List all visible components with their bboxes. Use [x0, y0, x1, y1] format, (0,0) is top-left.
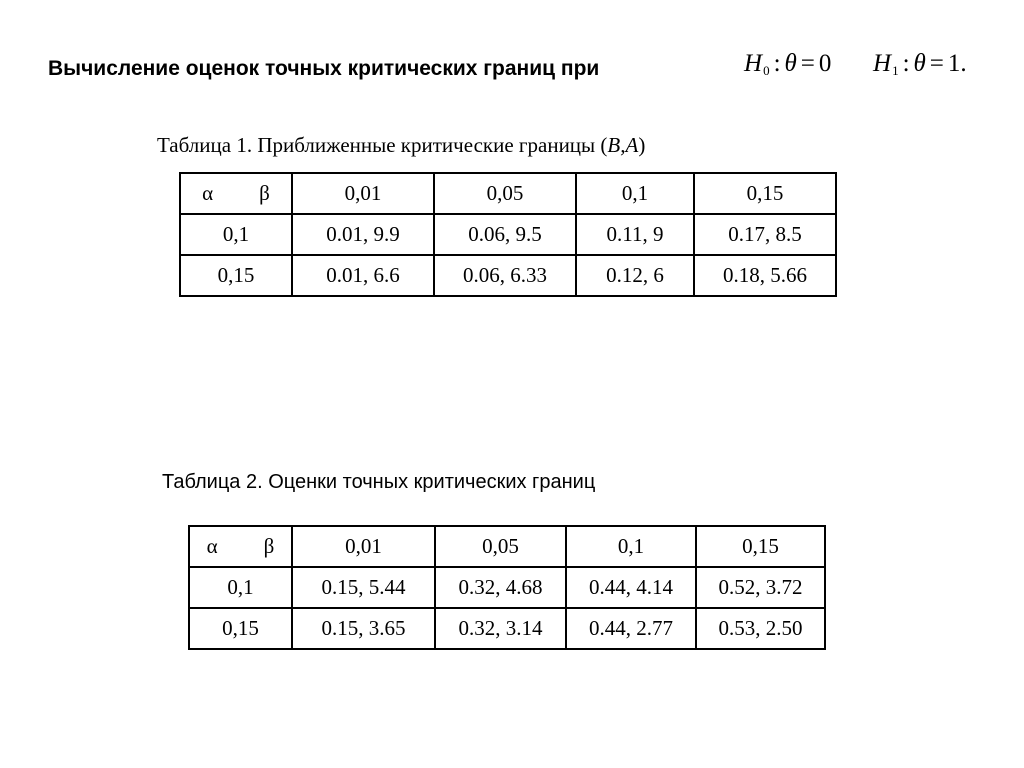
row-label: 0,15	[189, 608, 292, 649]
h1-equals: =	[929, 50, 944, 77]
h0-symbol: H	[744, 50, 763, 77]
beta-label: β	[263, 534, 275, 558]
table-cell: 0.12, 6	[576, 255, 694, 296]
h1-theta: θ	[913, 50, 926, 77]
table-cell: 0.15, 5.44	[292, 567, 435, 608]
table-row	[189, 608, 825, 649]
table-header-row	[180, 173, 836, 214]
page-title: Вычисление оценок точных критических границ при	[48, 57, 600, 80]
table-cell: 0.44, 2.77	[566, 608, 696, 649]
h1-index: 1	[892, 63, 899, 78]
table-cell: 0.52, 3.72	[696, 567, 825, 608]
table-cell: 0.15, 3.65	[292, 608, 435, 649]
h0-index: 0	[763, 63, 770, 78]
table-row	[180, 214, 836, 255]
hypothesis-h0-formula	[744, 50, 831, 79]
h1-symbol: H	[873, 50, 892, 77]
table2-caption: Таблица 2. Оценки точных критических границ	[162, 471, 596, 493]
table-cell: 0.17, 8.5	[694, 214, 836, 255]
table-cell: 0.06, 9.5	[434, 214, 576, 255]
table1	[179, 172, 837, 297]
table1-caption-vars: B,A	[607, 133, 639, 157]
column-header: 0,1	[576, 173, 694, 214]
column-header: 0,05	[435, 526, 566, 567]
table-row	[189, 567, 825, 608]
table-cell: 0.11, 9	[576, 214, 694, 255]
table-cell: 0.53, 2.50	[696, 608, 825, 649]
h1-colon: :	[902, 50, 910, 77]
h0-value: 0	[818, 50, 832, 77]
table-header-row	[189, 526, 825, 567]
table-cell: 0.01, 9.9	[292, 214, 434, 255]
row-label: 0,15	[180, 255, 292, 296]
column-header: 0,01	[292, 526, 435, 567]
table-cell: 0.32, 4.68	[435, 567, 566, 608]
column-header: 0,05	[434, 173, 576, 214]
h0-theta: θ	[784, 50, 797, 77]
table1-caption	[157, 133, 645, 158]
h1-value: 1.	[947, 50, 967, 77]
table1-caption-prefix: Таблица 1. Приближенные критические границы (	[157, 133, 608, 157]
hypothesis-h1-formula	[873, 50, 967, 79]
h0-equals: =	[800, 50, 815, 77]
alpha-label: α	[206, 534, 218, 558]
column-header: 0,01	[292, 173, 434, 214]
alpha-label: α	[202, 181, 214, 205]
column-header: 0,15	[694, 173, 836, 214]
table-row	[180, 255, 836, 296]
row-label: 0,1	[180, 214, 292, 255]
h0-colon: :	[773, 50, 781, 77]
alpha-beta-header	[189, 526, 292, 567]
column-header: 0,1	[566, 526, 696, 567]
table-cell: 0.18, 5.66	[694, 255, 836, 296]
table1-caption-suffix: )	[638, 133, 646, 157]
table-cell: 0.32, 3.14	[435, 608, 566, 649]
table-cell: 0.44, 4.14	[566, 567, 696, 608]
table2	[188, 525, 826, 650]
row-label: 0,1	[189, 567, 292, 608]
column-header: 0,15	[696, 526, 825, 567]
beta-label: β	[259, 181, 270, 205]
table-cell: 0.06, 6.33	[434, 255, 576, 296]
table-cell: 0.01, 6.6	[292, 255, 434, 296]
alpha-beta-header	[180, 173, 292, 214]
